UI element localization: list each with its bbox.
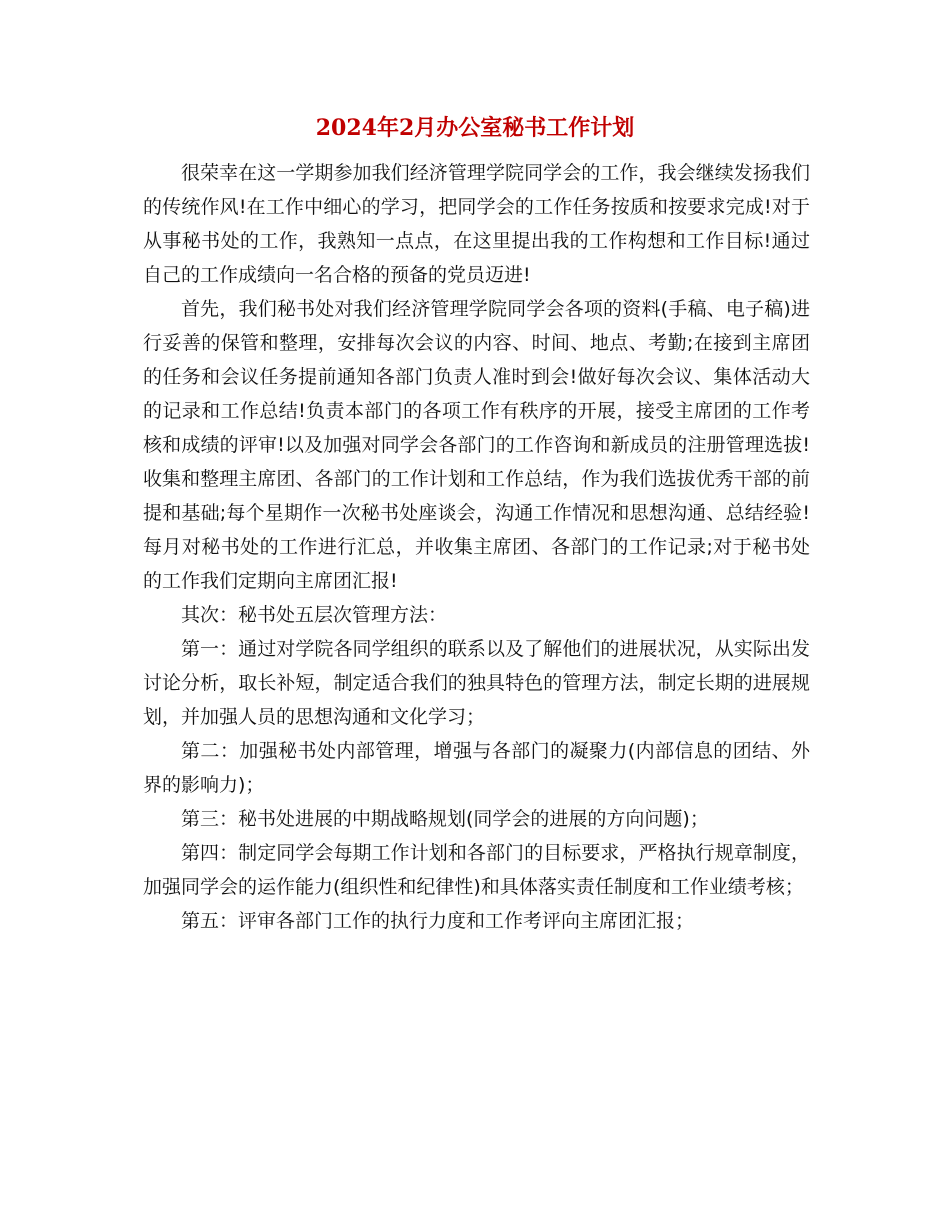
paragraph-level-5: 第五：评审各部门工作的执行力度和工作考评向主席团汇报； [181, 910, 695, 932]
paragraph-level-1: 第一：通过对学院各同学组织的联系以及了解他们的进展状况，从实际出发讨论分析，取长补短，制定适合我们的独具特色的管理方法，制定长期的进展规划，并加强人员的思想沟通和文化学习； [143, 638, 810, 728]
paragraph-level-2: 第二：加强秘书处内部管理，增强与各部门的凝聚力(内部信息的团结、外界的影响力)； [143, 740, 810, 796]
paragraph-level-3: 第三：秘书处进展的中期战略规划(同学会的进展的方向问题)； [181, 808, 709, 830]
paragraph-intro: 很荣幸在这一学期参加我们经济管理学院同学会的工作，我会继续发扬我们的传统作风!在工作中细心的学习，把同学会的工作任务按质和按要求完成!对于从事秘书处的工作，我熟知一点点，在这里提出我的工作构想和工作目标!通过自己的工作成绩向一名合格的预备的党员迈进! [143, 162, 810, 286]
paragraph-level-4: 第四：制定同学会每期工作计划和各部门的目标要求，严格执行规章制度，加强同学会的运作能力(组织性和纪律性)和具体落实责任制度和工作业绩考核； [143, 842, 810, 898]
page-title: 2024年2月办公室秘书工作计划 [315, 115, 635, 141]
paragraph-first: 首先，我们秘书处对我们经济管理学院同学会各项的资料(手稿、电子稿)进行妥善的保管和整理，安排每次会议的内容、时间、地点、考勤;在接到主席团的任务和会议任务提前通知各部门负责人准时到会!做好每次会议、集体活动大的记录和工作总结!负责本部门的各项工作有秩序的开展，接受主席团的工作考核和成绩的评审!以及加强对同学会各部门的工作咨询和新成员的注册管理选拔!收集和整理主席团、各部门的工作计划和工作总结，作为我们选拔优秀干部的前提和基础;每个星期作一次秘书处座谈会，沟通工作情况和思想沟通、总结经验!每月对秘书处的工作进行汇总，并收集主席团、各部门的工作记录;对于秘书处的工作我们定期向主席团汇报! [143, 298, 810, 592]
document-body [143, 156, 810, 938]
paragraph-second-heading: 其次：秘书处五层次管理方法： [181, 604, 448, 626]
